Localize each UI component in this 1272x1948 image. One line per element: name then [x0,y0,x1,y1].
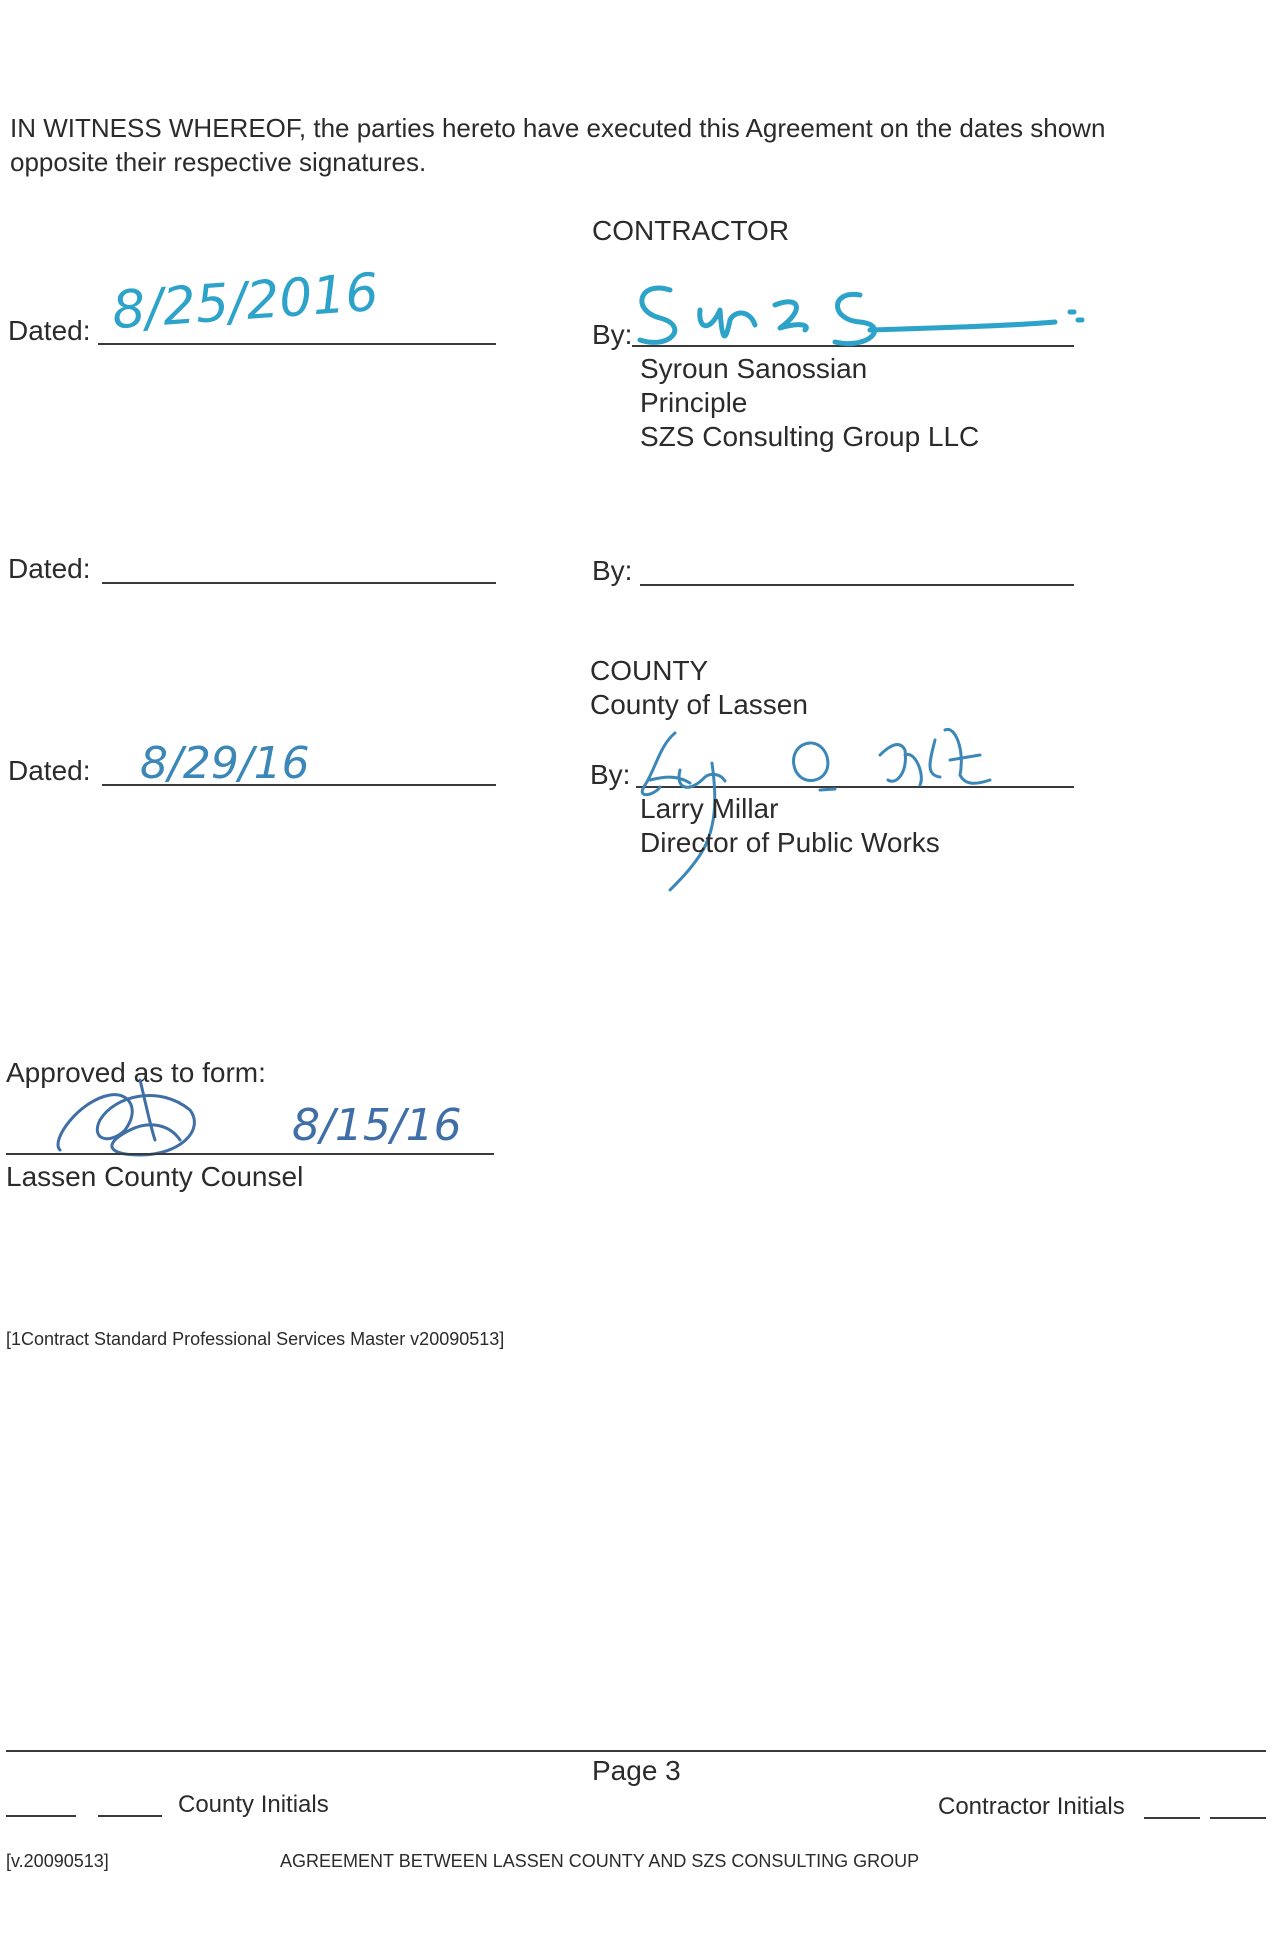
contractor-initials-blank-1 [1144,1817,1200,1819]
county-heading: COUNTY [590,655,709,686]
county-handwritten-date: 8/29/16 [140,738,310,789]
county-signer-name: Larry Millar [640,793,779,824]
document-reference: [1Contract Standard Professional Services Master v20090513] [6,1329,505,1349]
blank-signature-line [640,584,1074,586]
county-initials-blank-2 [98,1815,162,1817]
approval-signer-title: Lassen County Counsel [6,1161,304,1192]
footer-agreement-title: AGREEMENT BETWEEN LASSEN COUNTY AND SZS CONSULTING GROUP [280,1851,920,1871]
witness-paragraph-line-1: IN WITNESS WHEREOF, the parties hereto have executed this Agreement on the dates shown [10,113,1106,143]
contractor-signer-name: Syroun Sanossian [640,353,868,384]
contractor-dated-label: Dated: [8,315,91,346]
witness-paragraph-line-2: opposite their respective signatures. [10,147,427,177]
approval-label: Approved as to form: [6,1057,266,1088]
contractor-heading: CONTRACTOR [592,215,790,246]
footer-version: [v.20090513] [6,1851,109,1871]
contractor-initials-blank-2 [1210,1817,1266,1819]
contractor-handwritten-date: 8/25/2016 [110,262,381,342]
page-number: Page 3 [592,1755,681,1786]
footer-divider [6,1750,1266,1752]
contractor-by-label: By: [592,319,633,350]
contractor-dated-line [98,343,496,345]
approval-signature-line [6,1153,494,1155]
county-dated-label: Dated: [8,755,91,786]
blank-by-label: By: [592,555,633,586]
contractor-signer-org: SZS Consulting Group LLC [640,421,980,452]
approval-handwritten-date: 8/15/16 [292,1100,462,1151]
blank-dated-line [102,582,496,584]
county-signer-title: Director of Public Works [640,827,940,858]
contractor-initials-label: Contractor Initials [938,1793,1125,1820]
contractor-signer-title: Principle [640,387,748,418]
counsel-signature [40,1070,240,1160]
contractor-signature [630,270,1110,360]
blank-dated-label: Dated: [8,553,91,584]
county-by-label: By: [590,759,631,790]
county-subheading: County of Lassen [590,689,808,720]
county-initials-blank-1 [6,1815,76,1817]
county-initials-label: County Initials [178,1791,329,1818]
